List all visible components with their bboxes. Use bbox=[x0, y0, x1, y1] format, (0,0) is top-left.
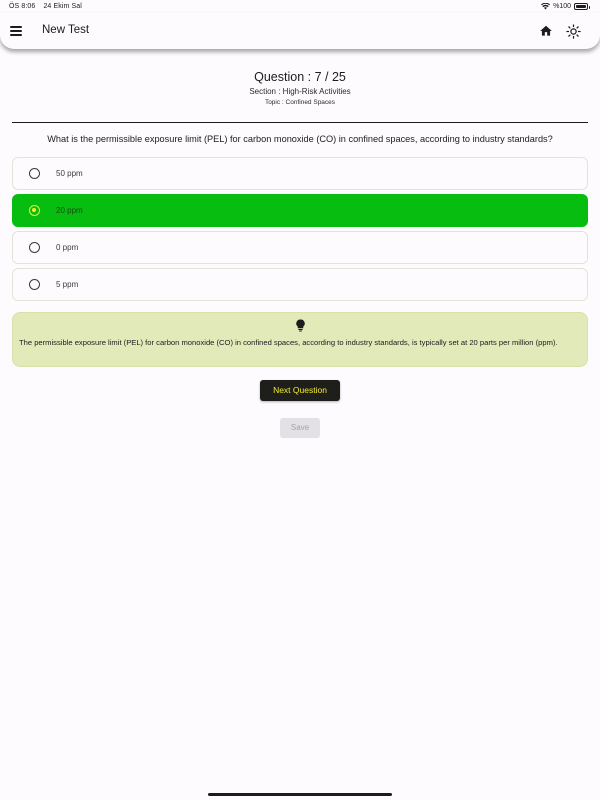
answer-option-label: 5 ppm bbox=[56, 280, 79, 289]
status-date: 24 Ekim Sal bbox=[43, 3, 82, 10]
question-header bbox=[0, 70, 600, 106]
sun-icon[interactable] bbox=[566, 24, 581, 39]
question-topic: Topic : Confined Spaces bbox=[264, 99, 336, 106]
home-indicator[interactable] bbox=[208, 793, 392, 796]
answer-options bbox=[12, 157, 588, 305]
home-icon[interactable] bbox=[539, 24, 553, 38]
answer-option[interactable] bbox=[12, 157, 588, 190]
status-right bbox=[541, 3, 588, 10]
wifi-icon bbox=[541, 3, 550, 10]
lightbulb-icon bbox=[295, 319, 306, 332]
answer-option[interactable] bbox=[12, 268, 588, 301]
answer-option-label: 20 ppm bbox=[56, 206, 83, 215]
next-question-button[interactable]: Next Question bbox=[260, 380, 340, 401]
answer-option-selected[interactable] bbox=[12, 194, 588, 227]
app-title: New Test bbox=[42, 24, 90, 36]
radio-selected-icon[interactable] bbox=[29, 205, 40, 216]
radio-icon[interactable] bbox=[29, 242, 40, 253]
question-counter: Question : 7 / 25 bbox=[254, 70, 346, 84]
header-divider bbox=[12, 122, 588, 123]
save-button: Save bbox=[280, 418, 320, 438]
menu-icon[interactable] bbox=[10, 26, 22, 36]
question-section: Section : High-Risk Activities bbox=[249, 87, 351, 96]
status-bar bbox=[0, 0, 600, 14]
radio-icon[interactable] bbox=[29, 279, 40, 290]
answer-option-label: 50 ppm bbox=[56, 169, 83, 178]
explanation-card bbox=[12, 312, 588, 367]
status-time: ÖS 8:06 bbox=[9, 3, 36, 10]
answer-option-label: 0 ppm bbox=[56, 243, 79, 252]
radio-icon[interactable] bbox=[29, 168, 40, 179]
status-left bbox=[9, 3, 82, 10]
answer-option[interactable] bbox=[12, 231, 588, 264]
battery-icon bbox=[574, 3, 588, 10]
app-bar bbox=[0, 13, 600, 49]
question-text: What is the permissible exposure limit (PEL) for carbon monoxide (CO) in confined spaces, according to industry standards? bbox=[47, 134, 553, 144]
explanation-text: The permissible exposure limit (PEL) for carbon monoxide (CO) in confined spaces, according to industry standards, is typically set at 20 parts per million (ppm). bbox=[19, 338, 558, 347]
battery-percent: %100 bbox=[553, 3, 571, 10]
